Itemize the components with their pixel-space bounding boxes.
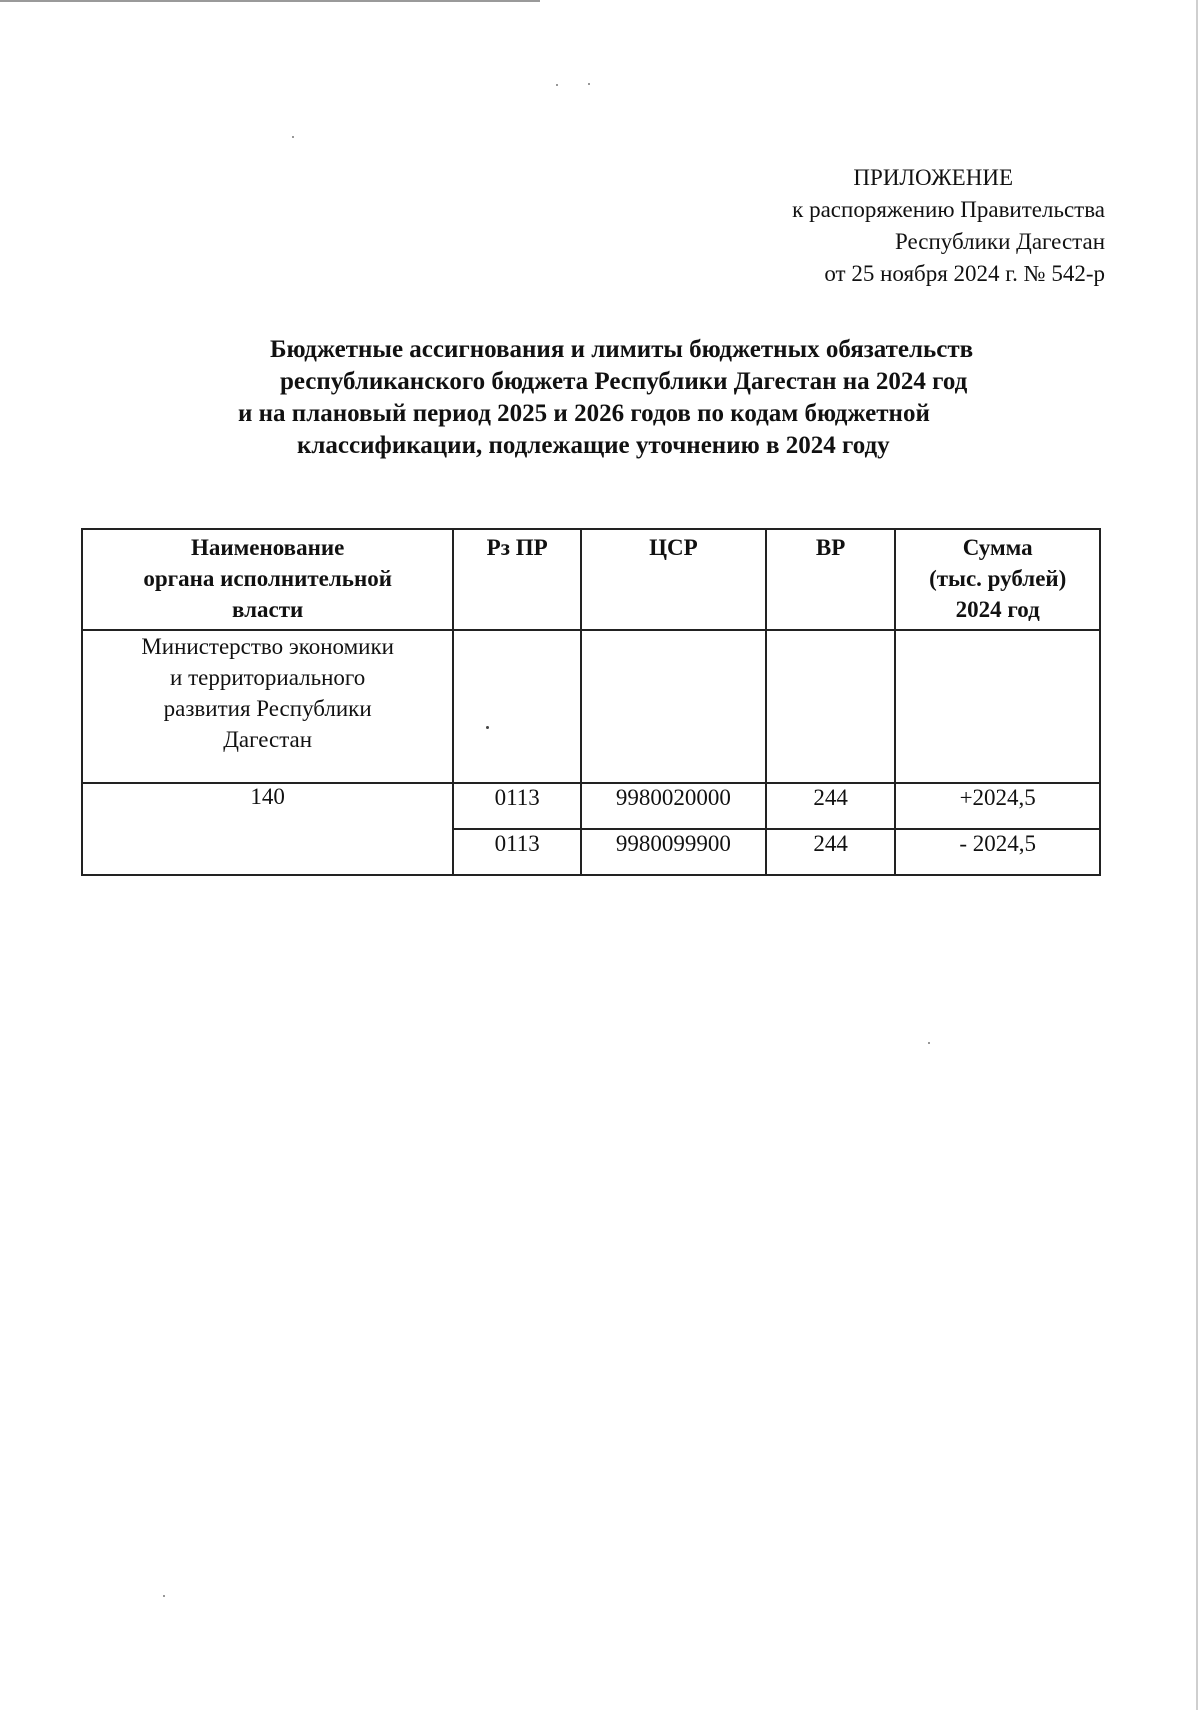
- row-1-sum: +2024,5: [895, 783, 1100, 829]
- header-name: [82, 529, 453, 630]
- row-2-rz-pr: 0113: [453, 829, 581, 875]
- appendix-line-3: Республики Дагестан: [895, 229, 1105, 254]
- organization-line-1: Министерство экономики: [141, 634, 394, 659]
- title-line-3: и на плановый период 2025 и 2026 годов по кодам бюджетной: [238, 400, 930, 427]
- appendix-line-4: от 25 ноября 2024 г. № 542-р: [824, 261, 1105, 286]
- scan-speck: [292, 136, 294, 138]
- organization-line-4: Дагестан: [223, 727, 313, 752]
- title-line-4: классификации, подлежащие уточнению в 2024 году: [297, 432, 890, 459]
- scan-edge-top: [0, 0, 540, 2]
- row-1-rz-pr: 0113: [453, 783, 581, 829]
- organization-rz-pr-empty: [453, 630, 581, 783]
- table-header-row: [82, 529, 1100, 630]
- table-row: [82, 783, 1100, 829]
- header-csr: ЦСР: [581, 529, 766, 630]
- header-name-line-1: Наименование: [190, 535, 345, 560]
- row-2-sum: - 2024,5: [895, 829, 1100, 875]
- organization-line-3: развития Республики: [163, 696, 372, 721]
- scan-speck: [928, 1042, 930, 1044]
- appendix-line-2: к распоряжению Правительства: [792, 197, 1105, 222]
- agency-code: 140: [82, 783, 453, 875]
- header-sum-line-1: Сумма: [962, 535, 1033, 560]
- header-vr: ВР: [766, 529, 896, 630]
- organization-vr-empty: [766, 630, 896, 783]
- header-sum: [895, 529, 1100, 630]
- row-2-csr: 9980099900: [581, 829, 766, 875]
- appendix-heading: ПРИЛОЖЕНИЕ: [853, 165, 1013, 190]
- title-line-1: Бюджетные ассигнования и лимиты бюджетных обязательств: [270, 336, 974, 363]
- budget-table: [81, 528, 1101, 876]
- document-title: [225, 334, 1095, 462]
- organization-sum-empty: [895, 630, 1100, 783]
- scan-speck: [588, 83, 590, 85]
- organization-line-2: и территориального: [170, 665, 366, 690]
- scan-dot: [486, 726, 489, 729]
- organization-row: [82, 630, 1100, 783]
- header-name-line-3: власти: [232, 597, 304, 622]
- row-1-csr: 9980020000: [581, 783, 766, 829]
- header-rz-pr: Рз ПР: [453, 529, 581, 630]
- row-1-vr: 244: [766, 783, 896, 829]
- appendix-block: [685, 162, 1105, 290]
- row-2-vr: 244: [766, 829, 896, 875]
- organization-name: [82, 630, 453, 783]
- header-name-line-2: органа исполнительной: [143, 566, 392, 591]
- header-sum-line-2: (тыс. рублей): [929, 566, 1067, 591]
- scan-speck: [556, 84, 558, 86]
- scan-edge-right: [1196, 0, 1198, 1710]
- scan-speck: [163, 1595, 165, 1597]
- header-sum-line-3: 2024 год: [955, 597, 1040, 622]
- organization-csr-empty: [581, 630, 766, 783]
- title-line-2: республиканского бюджета Республики Дагестан на 2024 год: [280, 368, 968, 395]
